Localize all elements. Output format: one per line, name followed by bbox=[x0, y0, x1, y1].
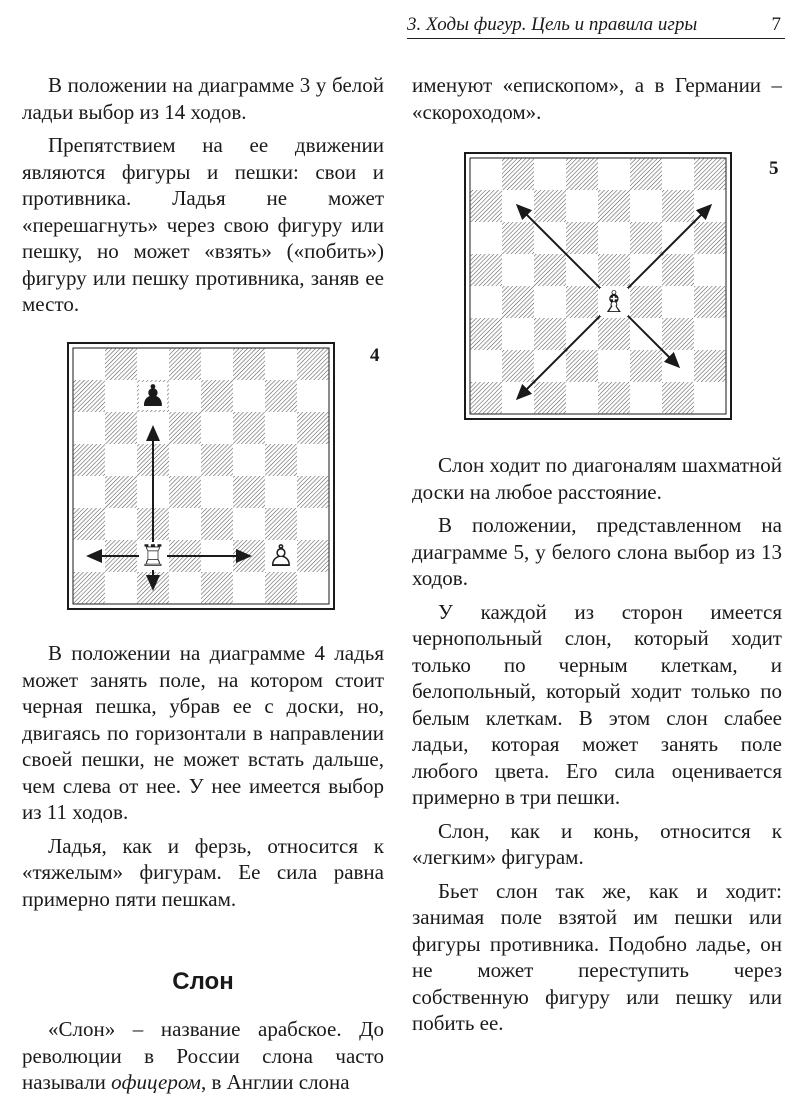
dark-square bbox=[662, 382, 694, 414]
dark-square bbox=[630, 158, 662, 190]
emphasis-officer: офицером bbox=[111, 1070, 201, 1094]
dark-square bbox=[630, 286, 662, 318]
dark-square bbox=[297, 476, 329, 508]
dark-square bbox=[201, 444, 233, 476]
dark-square bbox=[73, 508, 105, 540]
right-column-bottom bbox=[412, 452, 782, 1044]
paragraph: Бьет слон так же, как и ходит: занимая поле взятой им пешки или фигуры противника. Подобно ладье, он не может переступить через собственную фигуру или пешку или побить ее. bbox=[412, 878, 782, 1035]
dark-square bbox=[534, 318, 566, 350]
page-number: 7 bbox=[771, 14, 781, 35]
dark-square bbox=[201, 572, 233, 604]
dark-square bbox=[265, 380, 297, 412]
section-heading: Слон bbox=[172, 968, 234, 995]
white-piece: ♖ bbox=[139, 539, 167, 574]
dark-square bbox=[662, 190, 694, 222]
dark-square bbox=[566, 158, 598, 190]
chessboard-4 bbox=[67, 342, 335, 610]
paragraph: Препятствием на ее движении являются фигуры и пешки: свои и противника. Ладья не может «перешагнуть» через свою фигуру или пешку, но может «взять» («побить») фигуру или пешку противника, заняв ее место. bbox=[22, 133, 384, 316]
dark-square bbox=[233, 348, 265, 380]
dark-square bbox=[470, 254, 502, 286]
left-column-top bbox=[22, 72, 384, 325]
paragraph: В положении на диаграмме 4 ладья может занять поле, на котором стоит черная пешка, убрав ее с доски, но, двигаясь по горизонтали в направлении своей пешки, не может встать дальше, чем слева от нее. У нее имеется выбор из 11 ходов. bbox=[22, 641, 384, 824]
dark-square bbox=[233, 412, 265, 444]
diagram-4-number: 4 bbox=[370, 345, 380, 366]
dark-square bbox=[297, 412, 329, 444]
dark-square bbox=[502, 222, 534, 254]
paragraph: Слон, как и конь, относится к «легким» фигурам. bbox=[412, 818, 782, 869]
dark-square bbox=[470, 318, 502, 350]
dark-square bbox=[598, 318, 630, 350]
dark-square bbox=[694, 350, 726, 382]
dark-square bbox=[694, 286, 726, 318]
dark-square bbox=[470, 382, 502, 414]
dark-square bbox=[73, 380, 105, 412]
dark-square bbox=[201, 508, 233, 540]
dark-square bbox=[534, 254, 566, 286]
dark-square bbox=[297, 348, 329, 380]
dark-square bbox=[662, 254, 694, 286]
left-column-final bbox=[22, 1016, 384, 1103]
dark-square bbox=[105, 476, 137, 508]
dark-square bbox=[265, 508, 297, 540]
dark-square bbox=[534, 190, 566, 222]
black-piece: ♟ bbox=[139, 379, 167, 414]
dark-square bbox=[265, 444, 297, 476]
dark-square bbox=[662, 318, 694, 350]
dark-square bbox=[201, 380, 233, 412]
dark-square bbox=[630, 350, 662, 382]
dark-square bbox=[694, 158, 726, 190]
dark-square bbox=[169, 348, 201, 380]
dark-square bbox=[566, 350, 598, 382]
dark-square bbox=[297, 540, 329, 572]
dark-square bbox=[105, 412, 137, 444]
dark-square bbox=[694, 222, 726, 254]
dark-square bbox=[502, 286, 534, 318]
dark-square bbox=[169, 476, 201, 508]
paragraph: В положении на диаграмме 3 у белой ладьи выбор из 14 ходов. bbox=[22, 73, 384, 124]
dark-square bbox=[502, 350, 534, 382]
text-run: , в Англии слона bbox=[200, 1070, 350, 1094]
dark-square bbox=[598, 254, 630, 286]
paragraph: У каждой из сторон имеется чернопольный слон, который ходит только по черным клеткам, и белопольный, который ходит только по белым клеткам. В этом слон слабее ладьи, которая может занять поле любого цвета. Его сила оценивается примерно в три пешки. bbox=[412, 599, 782, 809]
dark-square bbox=[265, 572, 297, 604]
right-column-top bbox=[412, 72, 782, 132]
dark-square bbox=[598, 382, 630, 414]
dark-square bbox=[169, 412, 201, 444]
white-piece: ♗ bbox=[600, 285, 628, 320]
dark-square bbox=[233, 476, 265, 508]
dark-square bbox=[73, 572, 105, 604]
dark-square bbox=[598, 190, 630, 222]
dark-square bbox=[470, 190, 502, 222]
dark-square bbox=[73, 444, 105, 476]
running-header bbox=[407, 14, 785, 39]
paragraph: Ладья, как и ферзь, относится к «тяжелым» фигурам. Ее сила равна примерно пяти пешкам. bbox=[22, 833, 384, 911]
dark-square bbox=[566, 222, 598, 254]
paragraph: В положении, представленном на диаграмме 5, у белого слона выбор из 13 ходов. bbox=[412, 513, 782, 590]
paragraph: именуют «епископом», а в Германии – «скороходом». bbox=[412, 73, 782, 124]
white-piece: ♙ bbox=[267, 539, 295, 574]
chapter-title: 3. Ходы фигур. Цель и правила игры bbox=[407, 14, 698, 35]
diagram-5-board bbox=[464, 152, 732, 420]
dark-square bbox=[534, 382, 566, 414]
chessboard-5 bbox=[464, 152, 732, 420]
dark-square bbox=[105, 348, 137, 380]
dark-square bbox=[566, 286, 598, 318]
dark-square bbox=[630, 222, 662, 254]
diagram-4-board bbox=[67, 342, 335, 610]
dark-square bbox=[502, 158, 534, 190]
diagram-5-number: 5 bbox=[769, 158, 779, 179]
text-run: «Слон» – название арабское. До революции в России слона часто называли bbox=[22, 1017, 384, 1094]
left-column-bottom bbox=[22, 640, 384, 919]
paragraph bbox=[22, 1016, 384, 1096]
paragraph: Слон ходит по диагоналям шахматной доски на любое расстояние. bbox=[412, 453, 782, 504]
